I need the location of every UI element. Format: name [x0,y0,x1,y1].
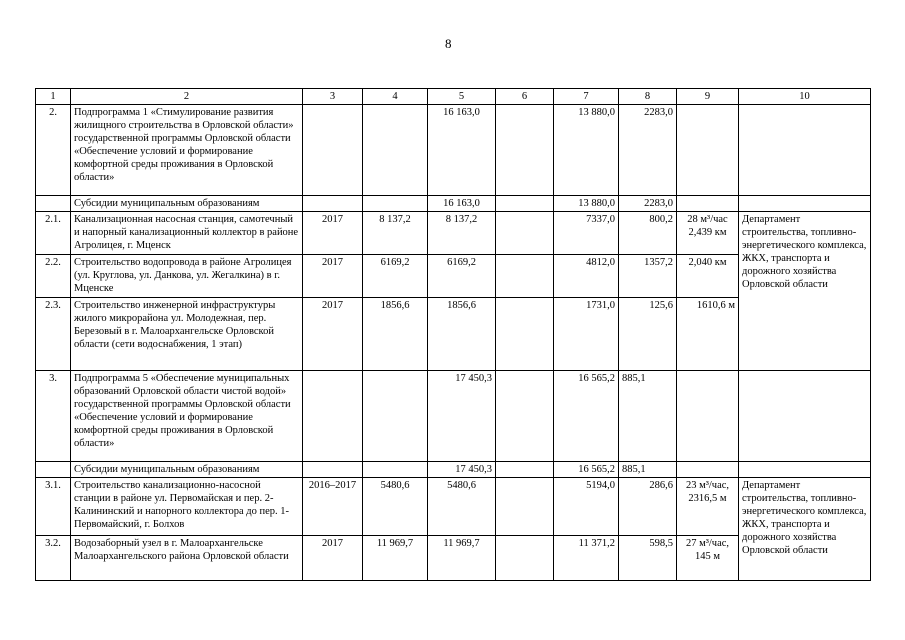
cell-cost [363,105,428,196]
cell-empty [496,196,554,212]
responsible-department: Департамент строительства, топливно-энергетического комплекса, ЖКХ, транспорта и дорожного хозяйства Орловской области [739,478,871,581]
cell-total: 16 163,0 [428,105,496,196]
header-cell: 4 [363,89,428,105]
cell-federal: 11 371,2 [554,536,619,581]
cell-cost: 6169,2 [363,255,428,298]
responsible-department: Департамент строительства, топливно-энергетического комплекса, ЖКХ, транспорта и дорожного хозяйства Орловской области [739,212,871,371]
row-number: 2.2. [36,255,71,298]
row-number: 3.1. [36,478,71,536]
header-cell: 5 [428,89,496,105]
cell-year: 2016–2017 [303,478,363,536]
header-cell: 8 [619,89,677,105]
cell-cost: 5480,6 [363,478,428,536]
row-number: 2.3. [36,298,71,371]
table-row [36,212,871,255]
cell-capacity: 23 м³/час, 2316,5 м [677,478,739,536]
cell-empty [496,478,554,536]
cell-regional: 598,5 [619,536,677,581]
row-name: Водозаборный узел в г. Малоархангельске Малоархангельского района Орловской области [71,536,303,581]
cell-total: 6169,2 [428,255,496,298]
row-number: 3. [36,371,71,462]
cell-empty [496,536,554,581]
cell-total: 1856,6 [428,298,496,371]
header-cell: 6 [496,89,554,105]
cell-regional: 885,1 [619,371,677,462]
table-row [36,478,871,536]
header-cell: 2 [71,89,303,105]
cell-federal: 4812,0 [554,255,619,298]
cell-regional: 1357,2 [619,255,677,298]
row-name: Подпрограмма 1 «Стимулирование развития жилищного строительства в Орловской области» государственной программы Орловской области «Обеспечение условий и формирование комфортной среды проживания в Орловской области» [71,105,303,196]
cell-regional: 125,6 [619,298,677,371]
cell-total: 16 163,0 [428,196,496,212]
table-row [36,105,871,196]
cell-cost: 11 969,7 [363,536,428,581]
cell-capacity [677,371,739,462]
cell-federal: 1731,0 [554,298,619,371]
cell-total: 5480,6 [428,478,496,536]
cell-dept-empty [739,196,871,212]
page-number: 8 [445,36,452,51]
cell-year: 2017 [303,255,363,298]
cell-cost [363,462,428,478]
header-row [36,89,871,105]
cell-empty [496,462,554,478]
cell-federal: 16 565,2 [554,462,619,478]
cell-year [303,196,363,212]
row-name: Подпрограмма 5 «Обеспечение муниципальных образований Орловской области чистой водой» государственной программы Орловской области «Обеспечение условий и формирование комфортной среды проживания в Орловской области» [71,371,303,462]
cell-capacity: 28 м³/час 2,439 км [677,212,739,255]
header-cell: 7 [554,89,619,105]
cell-federal: 7337,0 [554,212,619,255]
row-name: Канализационная насосная станция, самотечный и напорный канализационный коллектор в районе Агролицея, г. Мценск [71,212,303,255]
cell-regional: 2283,0 [619,196,677,212]
cell-year: 2017 [303,536,363,581]
cell-dept-empty [739,462,871,478]
cell-total: 17 450,3 [428,462,496,478]
cell-capacity: 27 м³/час, 145 м [677,536,739,581]
cell-regional: 800,2 [619,212,677,255]
cell-empty [496,371,554,462]
cell-cost: 1856,6 [363,298,428,371]
cell-capacity: 1610,6 м [677,298,739,371]
cell-cost: 8 137,2 [363,212,428,255]
cell-capacity [677,462,739,478]
program-table [35,88,871,581]
row-number: 2. [36,105,71,196]
header-cell: 9 [677,89,739,105]
cell-federal: 13 880,0 [554,196,619,212]
header-cell: 1 [36,89,71,105]
cell-dept-empty [739,105,871,196]
cell-year [303,371,363,462]
cell-empty [496,298,554,371]
table-row [36,371,871,462]
row-name: Субсидии муниципальным образованиям [71,196,303,212]
row-number [36,462,71,478]
table-row [36,462,871,478]
row-name: Строительство водопровода в районе Агролицея (ул. Круглова, ул. Данкова, ул. Жегалкина) в г. Мценске [71,255,303,298]
cell-federal: 13 880,0 [554,105,619,196]
cell-empty [496,212,554,255]
cell-year: 2017 [303,298,363,371]
cell-total: 11 969,7 [428,536,496,581]
header-cell: 3 [303,89,363,105]
cell-capacity: 2,040 км [677,255,739,298]
cell-regional: 885,1 [619,462,677,478]
cell-empty [496,105,554,196]
cell-total: 17 450,3 [428,371,496,462]
row-number: 3.2. [36,536,71,581]
row-number [36,196,71,212]
row-name: Субсидии муниципальным образованиям [71,462,303,478]
row-name: Строительство инженерной инфраструктуры жилого микрорайона ул. Молодежная, пер. Березовый в г. Малоархангельске Орловской области (сети водоснабжения, 1 этап) [71,298,303,371]
cell-regional: 286,6 [619,478,677,536]
cell-capacity [677,196,739,212]
header-cell: 10 [739,89,871,105]
cell-dept-empty [739,371,871,462]
cell-federal: 5194,0 [554,478,619,536]
cell-capacity [677,105,739,196]
cell-regional: 2283,0 [619,105,677,196]
row-name: Строительство канализационно-насосной станции в районе ул. Первомайская и пер. 2-Калининский и напорного коллектора до пер. 1-Первомайский, г. Болхов [71,478,303,536]
cell-empty [496,255,554,298]
cell-total: 8 137,2 [428,212,496,255]
cell-year: 2017 [303,212,363,255]
cell-cost [363,371,428,462]
table-row [36,196,871,212]
cell-cost [363,196,428,212]
cell-federal: 16 565,2 [554,371,619,462]
row-number: 2.1. [36,212,71,255]
cell-year [303,462,363,478]
cell-year [303,105,363,196]
